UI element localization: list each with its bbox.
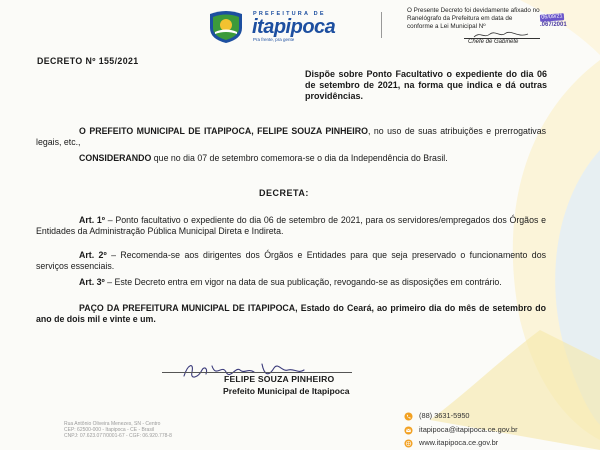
header-divider (381, 12, 382, 38)
phone-icon (404, 412, 413, 421)
city-crest-icon (207, 10, 245, 44)
publication-notice (402, 4, 598, 48)
publication-stamp-date: 06/09/21 (541, 13, 563, 21)
email-icon (404, 426, 413, 435)
mayor-paragraph-text: , no uso de suas atribuições e prerrogativas legais, etc., (36, 126, 546, 147)
phone-number: (88) 3631-5950 (419, 411, 470, 420)
publication-law-number: .067/2001 (540, 22, 567, 28)
article-1 (36, 215, 546, 237)
publication-line-1: O Presente Decreto foi devidamente afixado no (407, 7, 540, 14)
publication-line-2: Ranelógrafo da Prefeitura em data de (407, 15, 513, 22)
article-3-label: Art. 3º (79, 277, 105, 287)
considering-label: CONSIDERANDO (79, 153, 152, 163)
globe-icon (404, 439, 413, 448)
decree-title: DECRETO Nº 155/2021 (37, 56, 139, 66)
mayor-name: O PREFEITO MUNICIPAL DE ITAPIPOCA, FELIPE SOUZA PINHEIRO (79, 126, 368, 136)
article-3-text: – Este Decreto entra em vigor na data de sua publicação, revogando-se as disposições em contrário. (104, 277, 502, 287)
prefecture-label: PREFEITURA DE (253, 11, 326, 17)
considering-text: que no dia 07 de setembro comemora-se o dia da Independência do Brasil. (151, 153, 448, 163)
city-name-logo-text: itapipoca (252, 16, 336, 38)
signer-name: FELIPE SOUZA PINHEIRO (224, 374, 335, 384)
article-2-label: Art. 2º (79, 250, 107, 260)
prefecture-logo (207, 10, 397, 44)
slogan: Pra frente, pra gente (253, 37, 295, 42)
publication-line-3: conforme a Lei Municipal Nº (407, 23, 486, 30)
mayor-paragraph (36, 126, 546, 148)
footer-address (64, 421, 172, 439)
closing-text: PAÇO DA PREFEITURA MUNICIPAL DE ITAPIPOCA, Estado do Ceará, ao primeiro dia do mês de setembro do ano de dois mil e vinte e um. (36, 303, 546, 324)
article-2-text: – Recomenda-se aos dirigentes dos Órgãos e Entidades para que seja preservado o funcionamento dos serviços essenciais. (36, 250, 546, 271)
article-1-text: – Ponto facultativo o expediente do dia 06 de setembro de 2021, para os servidores/empregados dos Órgãos e Entidades da Administração Pública Municipal Direta e Indireta. (36, 215, 546, 236)
address-line-2: CEP: 62500-000 - Itapipoca - CE - Brasil (64, 427, 155, 433)
signature-line (162, 372, 352, 373)
website-url: www.itapipoca.ce.gov.br (419, 438, 499, 447)
address-line-3: CNPJ: 07.623.077/0001-67 - CGF: 06.920.778-8 (64, 433, 172, 439)
considering-paragraph (36, 153, 546, 164)
signer-role: Prefeito Municipal de Itapipoca (223, 386, 350, 396)
decreta-heading: DECRETA: (259, 188, 309, 198)
article-3 (36, 277, 546, 288)
decree-ementa: Dispõe sobre Ponto Facultativo o expediente do dia 06 de setembro de 2021, na forma que indica e dá outras providências. (305, 69, 547, 101)
article-1-label: Art. 1º (79, 215, 105, 225)
address-line-1: Rua Antônio Oliveira Menezes, SN - Centro (64, 421, 161, 427)
closing-paragraph (36, 303, 546, 325)
article-2 (36, 250, 546, 272)
publication-signer-role: Chefe de Gabinete (468, 39, 519, 45)
email-address: itapipoca@itapipoca.ce.gov.br (419, 425, 518, 434)
